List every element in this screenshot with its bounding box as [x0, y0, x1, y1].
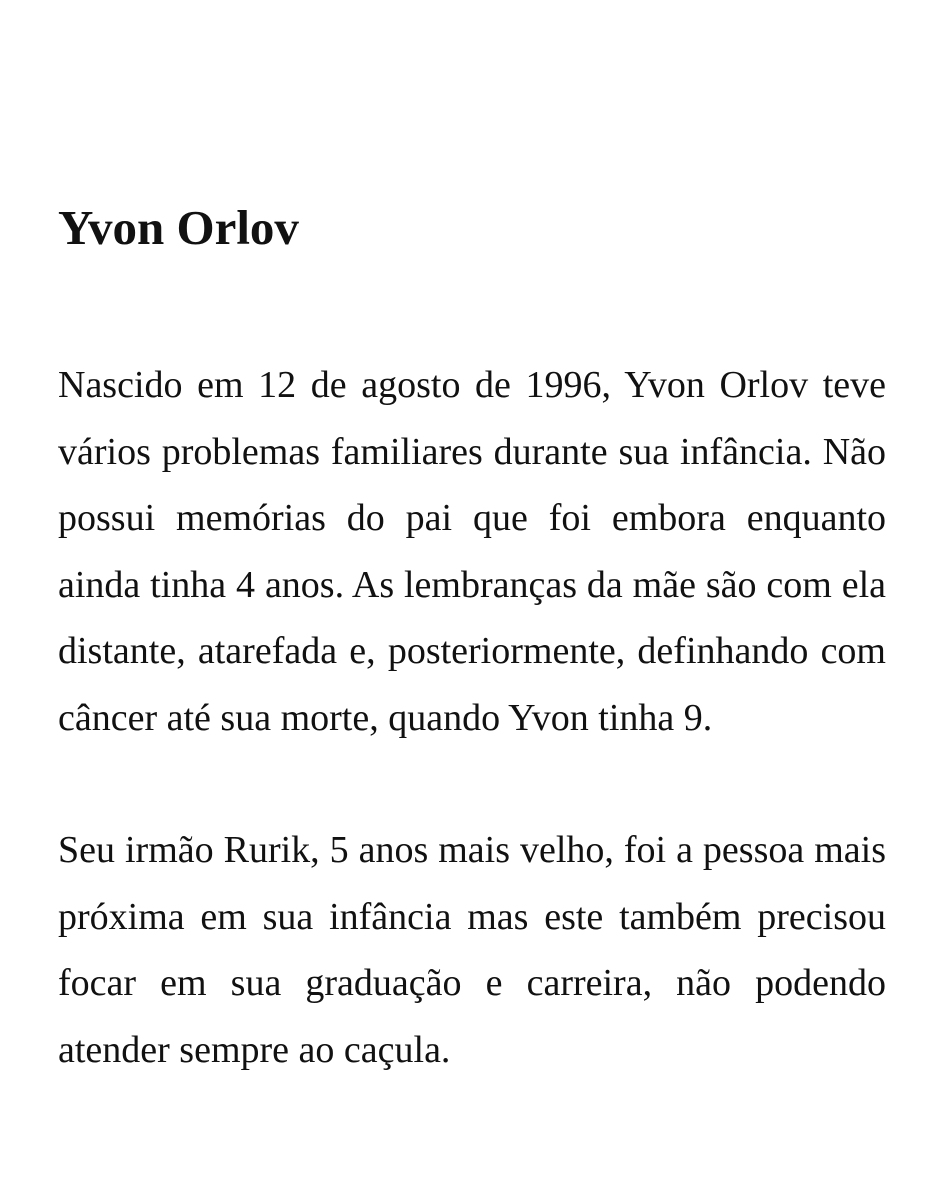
paragraph-1: Nascido em 12 de agosto de 1996, Yvon Orlov teve vários problemas familiares durante sua infância. Não possui memórias do pai que foi embora enquanto ainda tinha 4 anos. As lembranças da mãe são com ela distante, atarefada e, posteriormente, definhando com câncer até sua morte, quando Yvon tinha 9. [58, 364, 886, 739]
document-title: Yvon Orlov [58, 200, 299, 255]
paragraph-2: Seu irmão Rurik, 5 anos mais velho, foi a pessoa mais próxima em sua infância mas este também precisou focar em sua graduação e carreira, não podendo atender sempre ao caçula. [58, 829, 886, 1071]
document-page [58, 196, 886, 1083]
